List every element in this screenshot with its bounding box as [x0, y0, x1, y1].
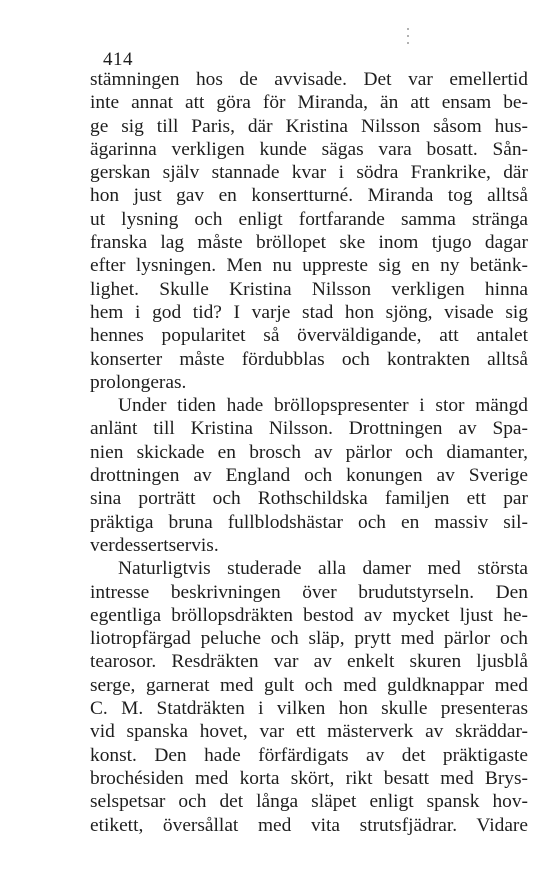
text-line: prolongeras. [90, 371, 187, 393]
text-line: drottningen av England och konungen av Sverige [90, 465, 528, 487]
text-line: hon just gav en konsertturné. Miranda tog alltså [90, 185, 528, 207]
text-line: ägarinna verkligen kunde sägas vara bosatt. Sån- [90, 138, 528, 160]
text-line: efter lysningen. Men nu uppreste sig en ny betänk- [90, 255, 528, 277]
text-line: Naturligtvis studerade alla damer med största [118, 558, 528, 580]
text-line: konst. Den hade förfärdigats av det präktigaste [90, 744, 528, 766]
text-line: ge sig till Paris, där Kristina Nilsson såsom hus- [90, 115, 528, 137]
dot [407, 35, 409, 37]
text-line: tearosor. Resdräkten var av enkelt skuren ljusblå [90, 651, 528, 673]
text-line: etikett, översållat med vita strutsfjädrar. Vidare [90, 814, 528, 836]
text-line: C. M. Statdräkten i vilken hon skulle presenteras [90, 698, 528, 720]
dot [407, 28, 409, 30]
text-line: konserter måste fördubblas och kontrakten alltså [90, 348, 528, 370]
text-line: vid spanska hovet, var ett mästerverk av skräddar- [90, 721, 528, 743]
text-line: gerskan själv stannade kvar i södra Frankrike, där [90, 162, 528, 184]
body-text [90, 68, 528, 837]
text-line: brochésiden med korta skört, rikt besatt med Brys- [90, 767, 528, 789]
margin-dots [405, 28, 411, 49]
text-line: stämningen hos de avvisade. Det var emellertid [90, 69, 528, 90]
text-line: verdessertservis. [90, 534, 219, 556]
dot [407, 42, 409, 44]
text-line: intresse beskrivningen över brudutstyrseln. Den [90, 581, 528, 603]
text-line: präktiga bruna fullblodshästar och en massiv sil- [90, 511, 528, 533]
text-line: lighet. Skulle Kristina Nilsson verkligen hinna [90, 278, 528, 300]
text-line: serge, garnerat med gult och med guldknappar med [90, 674, 528, 696]
text-line: sina porträtt och Rothschildska familjen ett par [90, 488, 528, 510]
text-line: anlänt till Kristina Nilsson. Drottningen av Spa- [90, 418, 528, 440]
text-line: hennes popularitet så överväldigande, att antalet [90, 325, 528, 347]
text-line: egentliga bröllopsdräkten bestod av mycket ljust he- [90, 604, 528, 626]
text-line: nien skickade en brosch av pärlor och diamanter, [90, 441, 528, 463]
text-line: selspetsar och det långa släpet enligt spansk hov- [90, 791, 528, 813]
text-line: franska lag måste bröllopet ske inom tjugo dagar [90, 232, 528, 254]
text-line: liotropfärgad peluche och släp, prytt med pärlor och [90, 628, 528, 650]
text-line: Under tiden hade bröllopspresenter i stor mängd [118, 395, 528, 417]
text-line: hem i god tid? I varje stad hon sjöng, visade sig [90, 301, 528, 323]
text-line: ut lysning och enligt fortfarande samma stränga [90, 208, 528, 230]
page-number: 414 [103, 49, 133, 70]
text-line: inte annat att göra för Miranda, än att ensam be- [90, 92, 528, 114]
